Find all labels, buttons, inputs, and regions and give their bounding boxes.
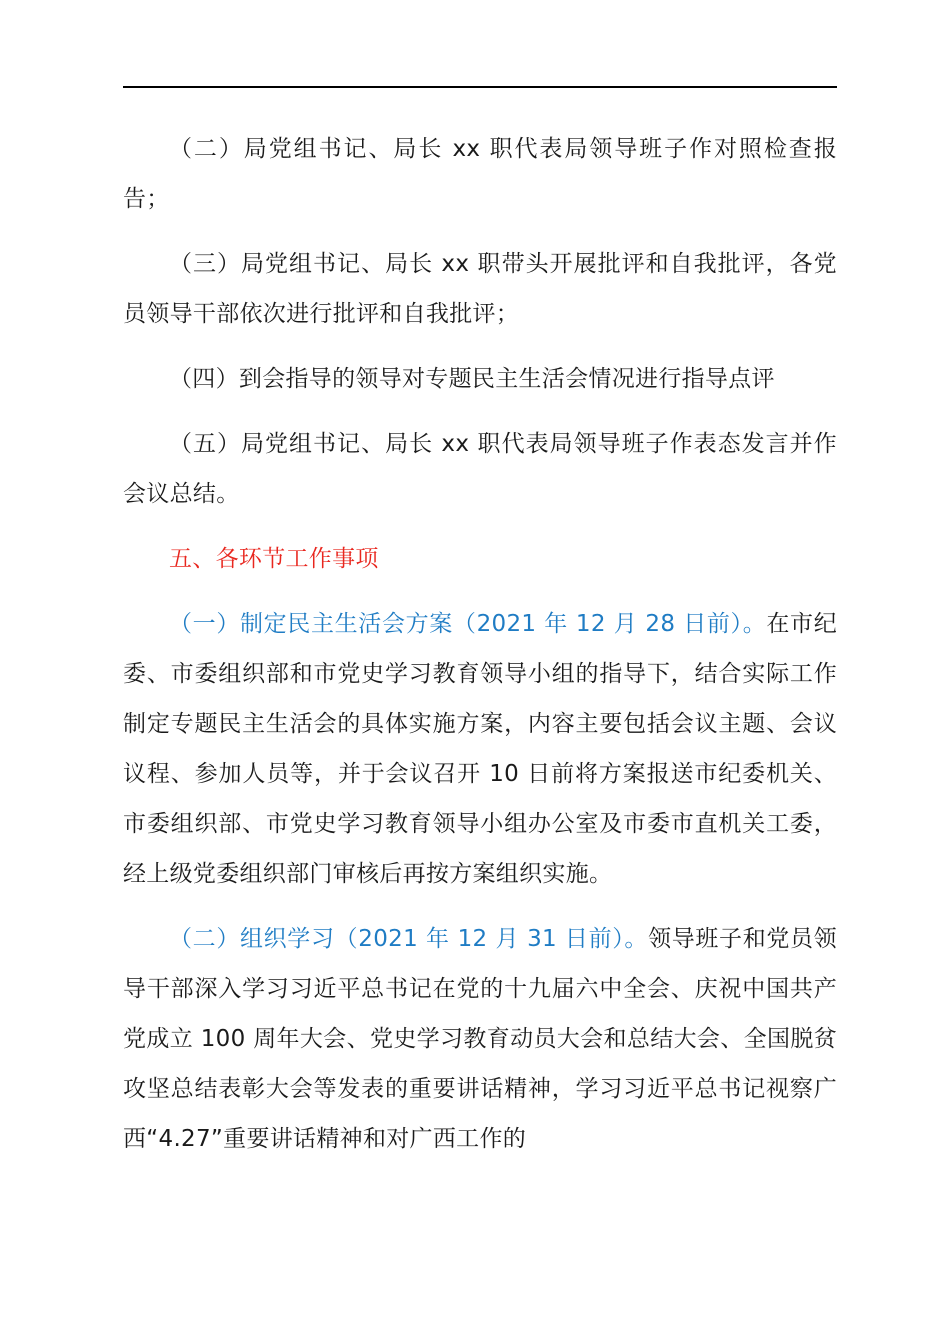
step-paragraph-2: （二）局党组书记、局长 xx 职代表局领导班子作对照检查报告； <box>123 136 837 212</box>
item-title-1: （一）制定民主生活会方案（2021 年 12 月 28 日前）。 <box>169 611 767 637</box>
item-body-2: 领导班子和党员领导干部深入学习习近平总书记在党的十九届六中全会、庆祝中国共产党成立 100 周年大会、党史学习教育动员大会和总结大会、全国脱贫攻坚总结表彰大会等发表的重要讲话精神，学习习近平总书记视察广西“4.27”重要讲话精神和对广西工作的 <box>123 926 837 1152</box>
item-body-1: 在市纪委、市委组织部和市党史学习教育领导小组的指导下，结合实际工作制定专题民主生活会的具体实施方案，内容主要包括会议主题、会议议程、参加人员等，并于会议召开 10 日前将方案报送市纪委机关、市委组织部、市党史学习教育领导小组办公室及市委市直机关工委，经上级党委组织部门审核后再按方案组织实施。 <box>123 611 837 887</box>
step-paragraph-5: （五）局党组书记、局长 xx 职代表局领导班子作表态发言并作会议总结。 <box>123 431 837 507</box>
item-paragraph-2 <box>123 914 837 1164</box>
step-paragraph-4: （四）到会指导的领导对专题民主生活会情况进行指导点评 <box>169 366 775 392</box>
step-paragraph-3: （三）局党组书记、局长 xx 职带头开展批评和自我批评，各党员领导干部依次进行批评和自我批评； <box>123 251 837 327</box>
item-title-2: （二）组织学习（2021 年 12 月 31 日前）。 <box>169 926 649 952</box>
header-rule <box>123 86 837 88</box>
section-heading: 五、各环节工作事项 <box>169 546 379 572</box>
item-paragraph-1 <box>123 599 837 899</box>
document-body <box>123 124 837 1179</box>
